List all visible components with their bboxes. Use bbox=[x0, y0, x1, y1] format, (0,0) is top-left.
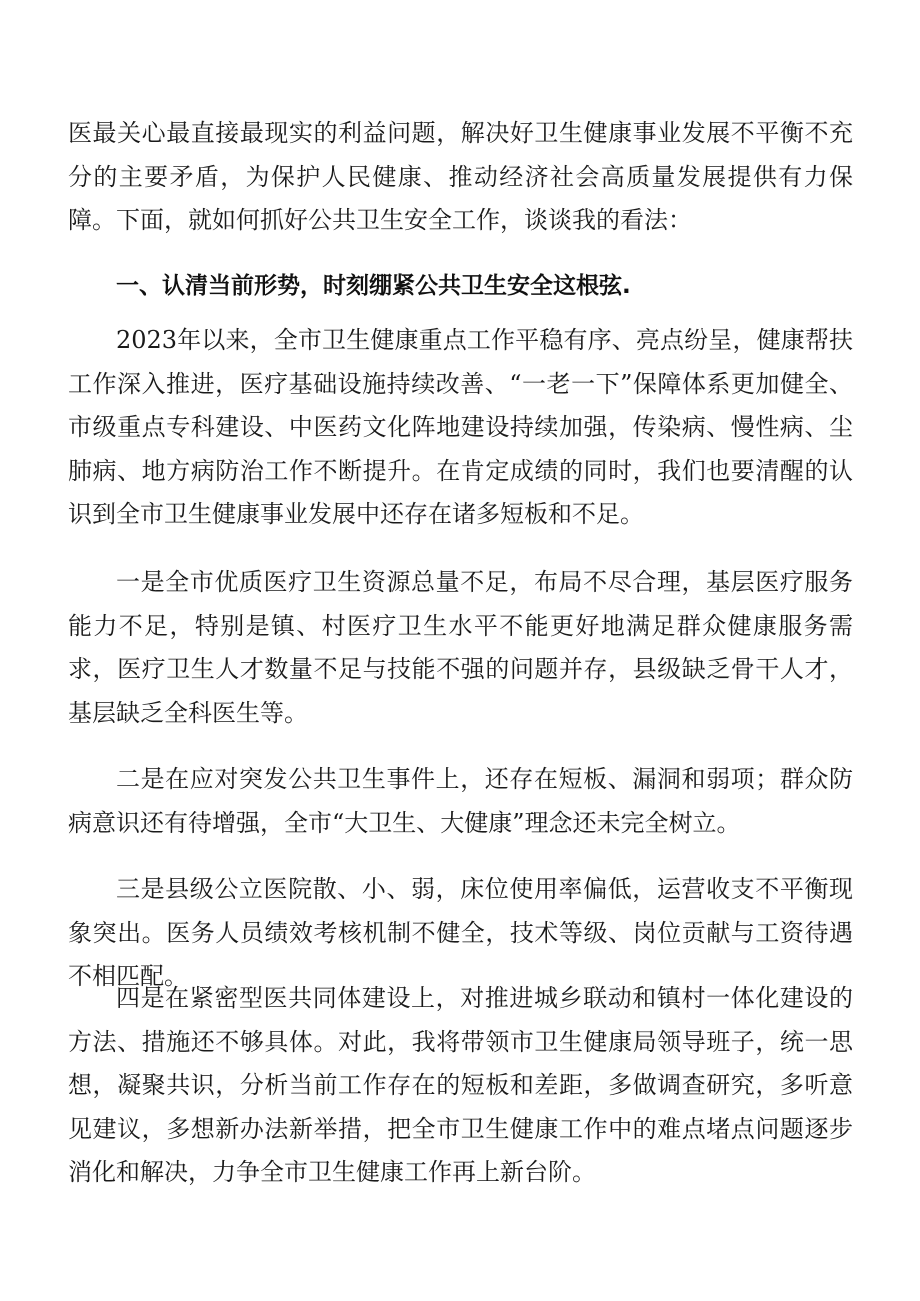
body-paragraph: 一是全市优质医疗卫生资源总量不足，布局不尽合理，基层医疗服务能力不足，特别是镇、村医疗卫生水平不能更好地满足群众健康服务需求，医疗卫生人才数量不足与技能不强的问题并存，县级缺乏骨干人才，基层缺乏全科医生等。 bbox=[68, 568, 853, 727]
body-paragraph: 2023年以来，全市卫生健康重点工作平稳有序、亮点纷呈，健康帮扶工作深入推进，医疗基础设施持续改善、“一老一下”保障体系更加健全、市级重点专科建设、中医药文化阵地建设持续加强，传染病、慢性病、尘肺病、地方病防治工作不断提升。在肯定成绩的同时，我们也要清醒的认识到全市卫生健康事业发展中还存在诸多短板和不足。 bbox=[68, 326, 853, 528]
section-heading: 一、认清当前形势，时刻绷紧公共卫生安全这根弦. bbox=[116, 273, 631, 299]
body-paragraph: 二是在应对突发公共卫生事件上，还存在短板、漏洞和弱项；群众防病意识还有待增强，全市“大卫生、大健康”理念还未完全树立。 bbox=[68, 765, 853, 837]
body-paragraph: 四是在紧密型医共同体建设上，对推进城乡联动和镇村一体化建设的方法、措施还不够具体。对此，我将带领市卫生健康局领导班子，统一思想，凝聚共识，分析当前工作存在的短板和差距，多做调查研究，多听意见建议，多想新办法新举措，把全市卫生健康工作中的难点堵点问题逐步消化和解决，力争全市卫生健康工作再上新台阶。 bbox=[68, 984, 853, 1186]
body-paragraph: 三是县级公立医院散、小、弱，床位使用率偏低，运营收支不平衡现象突出。医务人员绩效考核机制不健全，技术等级、岗位贡献与工资待遇不相匹配。 bbox=[68, 875, 853, 990]
intro-paragraph: 医最关心最直接最现实的利益问题，解决好卫生健康事业发展不平衡不充分的主要矛盾，为保护人民健康、推动经济社会高质量发展提供有力保障。下面，就如何抓好公共卫生安全工作，谈谈我的看法： bbox=[68, 119, 853, 234]
